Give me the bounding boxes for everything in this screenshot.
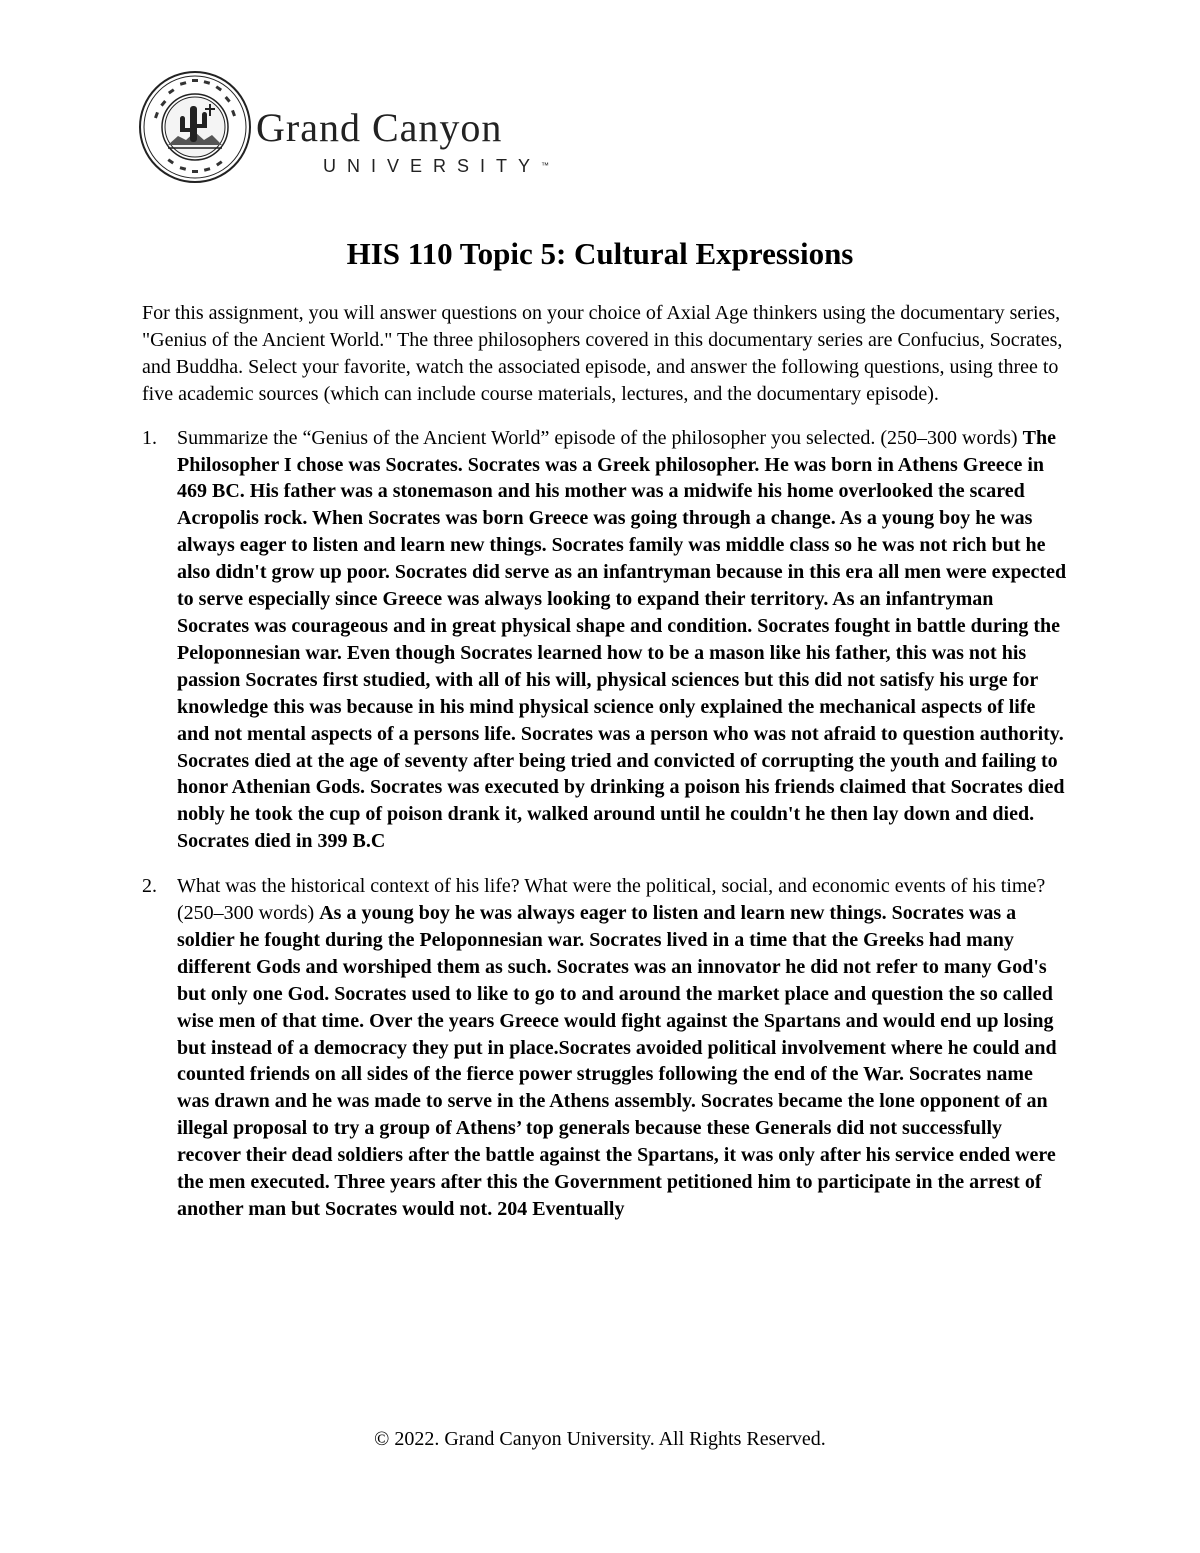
university-logo [138, 70, 618, 190]
question-number: 2. [142, 875, 157, 898]
question-item [142, 425, 1067, 856]
logo-subtitle: UNIVERSITY™ [323, 156, 550, 176]
document-title: HIS 110 Topic 5: Cultural Expressions [346, 236, 854, 271]
logo-wordmark: Grand Canyon [256, 105, 503, 150]
copyright-footer: © 2022. Grand Canyon University. All Rights Reserved. [374, 1428, 826, 1450]
question-answer: The Philosopher I chose was Socrates. Socrates was a Greek philosopher. He was born in Athens Greece in 469 BC. His father was a stonemason and his mother was a midwife his home overlooked the scared Acropolis rock. When Socrates was born Greece was going through a change. As a young boy he was always eager to listen and learn new things. Socrates family was middle class so he was not rich but he also didn't grow up poor. Socrates did serve as an infantryman because in this era all men were expected to serve especially since Greece was always looking to expand their territory. As an infantryman Socrates was courageous and in great physical shape and condition. Socrates fought in battle during the Peloponnesian war. Even though Socrates learned how to be a mason like his father, this was not his passion Socrates first studied, with all of his will, physical sciences but this did not satisfy his urge for knowledge this was because in his mind physical science only explained the mechanical aspects of life and not mental aspects of a persons life. Socrates was a person who was not afraid to question authority. Socrates died at the age of seventy after being tried and convicted of corrupting the youth and failing to honor Athenian Gods. Socrates was executed by drinking a poison his friends claimed that Socrates died nobly he took the cup of poison drank it, walked around until he couldn't he then lay down and died. Socrates died in 399 B.C [177, 426, 1067, 853]
question-prompt: What was the historical context of his life? What were the political, social, and economic events of his time? (250–300 words) [177, 875, 1046, 925]
question-item [142, 873, 1067, 1223]
question-list [142, 425, 1067, 1223]
university-seal-icon [138, 70, 252, 184]
question-prompt: Summarize the “Genius of the Ancient World” episode of the philosopher you selected. (250–300 words) [177, 426, 1018, 449]
question-number: 1. [142, 426, 157, 449]
document-body [142, 300, 1067, 1241]
question-answer: As a young boy he was always eager to listen and learn new things. Socrates was a soldier he fought during the Peloponnesian war. Socrates lived in a time that the Greeks had many different Gods and worshiped them as such. Socrates was an innovator he did not refer to many God's but only one God. Socrates used to like to go to and around the market place and question the so called wise men of that time. Over the years Greece would fight against the Spartans and would end up losing but instead of a democracy they put in place.Socrates avoided political involvement where he could and counted friends on all sides of the fierce power struggles following the end of the War. Socrates name was drawn and he was made to serve in the Athens assembly. Socrates became the lone opponent of an illegal proposal to try a group of Athens’ top generals because these Generals did not successfully recover their dead soldiers after the battle against the Spartans, it was only after his service ended were the men executed. Three years after this the Government petitioned him to participate in the arrest of another man but Socrates would not. 204 Eventually [177, 902, 1057, 1220]
assignment-intro: For this assignment, you will answer questions on your choice of Axial Age thinkers using the documentary series, "Genius of the Ancient World." The three philosophers covered in this documentary series are Confucius, Socrates, and Buddha. Select your favorite, watch the associated episode, and answer the following questions, using three to five academic sources (which can include course materials, lectures, and the documentary episode). [142, 302, 1063, 405]
